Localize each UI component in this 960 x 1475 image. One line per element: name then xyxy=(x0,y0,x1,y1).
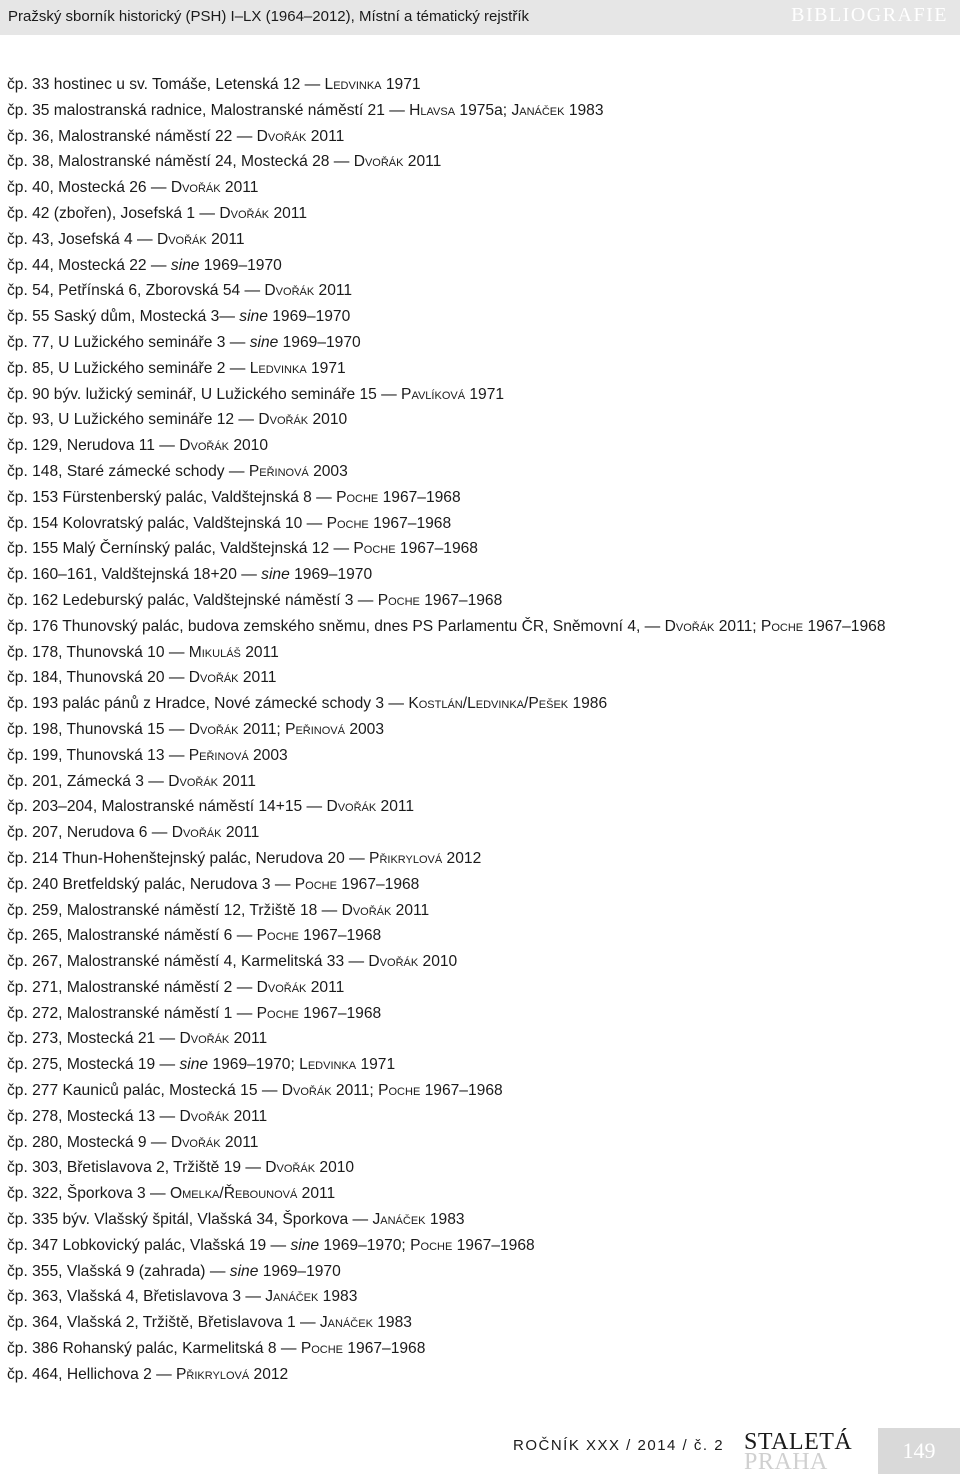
entry-text: 1983 xyxy=(372,1314,412,1332)
index-entry xyxy=(7,1052,957,1078)
entry-text: čp. 55 Saský dům, Mostecká 3— xyxy=(7,308,240,326)
journal-logo xyxy=(744,1430,874,1474)
entry-text: 2003 xyxy=(344,720,385,738)
index-entry xyxy=(7,253,957,279)
entry-sine-marker: sine xyxy=(179,1056,209,1074)
entry-source-author: Dvořák xyxy=(264,282,315,300)
entry-text: 2010 xyxy=(229,437,269,455)
index-entry xyxy=(7,485,957,511)
entry-source-author: Dvořák xyxy=(368,953,419,971)
entry-text: 1967–1968 xyxy=(420,1082,503,1100)
entry-text: 2011 xyxy=(229,1030,268,1048)
entry-text: čp. 155 Malý Černínský palác, Valdštejnská 12 — xyxy=(7,540,354,558)
index-entry xyxy=(7,459,957,485)
index-entry xyxy=(7,562,957,588)
index-entry xyxy=(7,407,957,433)
entry-text: 1971 xyxy=(465,385,505,403)
entry-text: 2011; xyxy=(238,720,286,738)
entry-text: 1969–1970 xyxy=(258,1262,341,1280)
entry-source-author: Dvořák xyxy=(179,1107,230,1125)
index-entry xyxy=(7,536,957,562)
entry-text: 2011 xyxy=(306,127,345,145)
entry-text: čp. 160–161, Valdštejnská 18+20 — xyxy=(7,566,262,584)
entry-sine-marker: sine xyxy=(249,333,279,351)
entry-text: čp. 154 Kolovratský palác, Valdštejnská 10 — xyxy=(7,514,327,532)
entry-text: 2011 xyxy=(229,1107,268,1125)
entry-text: 2011 xyxy=(306,978,345,996)
entry-text: čp. 90 býv. lužický seminář, U Lužického semináře 15 — xyxy=(7,385,402,403)
entry-text: 2010 xyxy=(418,953,458,971)
entry-text: 1967–1968 xyxy=(368,514,452,532)
index-entry xyxy=(7,98,957,124)
entry-text: čp. 42 (zbořen), Josefská 1 — xyxy=(7,204,220,222)
index-entry xyxy=(7,149,957,175)
entry-source-author: Omelka/Řebounová xyxy=(169,1185,298,1203)
entry-text: čp. 386 Rohanský palác, Karmelitská 8 — xyxy=(7,1340,301,1358)
entry-text: čp. 259, Malostranské náměstí 12, Tržiště 18 — xyxy=(7,901,342,919)
entry-source-author: Janáček xyxy=(372,1211,426,1229)
index-entry xyxy=(7,872,957,898)
entry-text: 1986 xyxy=(568,695,608,713)
entry-text: 2012 xyxy=(249,1365,289,1383)
index-entry xyxy=(7,356,957,382)
index-entry xyxy=(7,588,957,614)
entry-text: čp. 275, Mostecká 19 — xyxy=(7,1056,180,1074)
entry-text: čp. 40, Mostecká 26 — xyxy=(7,179,171,197)
index-entry xyxy=(7,691,957,717)
entry-text: 2011 xyxy=(403,153,442,171)
index-entry xyxy=(7,1181,957,1207)
entry-text: čp. 33 hostinec u sv. Tomáše, Letenská 12 — xyxy=(7,76,325,93)
entry-text: čp. 198, Thunovská 15 — xyxy=(7,720,189,738)
entry-source-author: Dvořák xyxy=(219,204,270,222)
entry-source-author: Janáček xyxy=(265,1288,319,1306)
entry-text: 1969–1970; xyxy=(319,1236,411,1254)
entry-source-author: Dvořák xyxy=(256,127,307,145)
entry-text: čp. 214 Thun-Hohenštejnský palác, Nerudova 20 — xyxy=(7,849,370,867)
entry-text: 2011 xyxy=(269,204,307,222)
entry-text: 1969–1970 xyxy=(289,566,373,584)
entry-text: čp. 199, Thunovská 13 — xyxy=(7,746,189,764)
index-entry xyxy=(7,717,957,743)
entry-text: čp. 347 Lobkovický palác, Vlašská 19 — xyxy=(7,1236,291,1254)
issue-label: ROČNÍK XXX / 2014 / č. 2 xyxy=(513,1437,725,1454)
logo-text-top: STALETÁ xyxy=(744,1429,853,1455)
entry-text: čp. 203–204, Malostranské náměstí 14+15 — xyxy=(7,798,327,816)
entry-source-author: Poche xyxy=(377,591,420,609)
entry-source-author: Dvořák xyxy=(188,720,239,738)
entry-text: 2011 xyxy=(238,669,277,687)
entry-text: 1969–1970 xyxy=(199,256,282,274)
index-entry xyxy=(7,794,957,820)
index-entry xyxy=(7,769,957,795)
entry-source-author: Dvořák xyxy=(170,179,221,197)
entry-text: 1967–1968 xyxy=(298,1004,382,1022)
index-entry xyxy=(7,846,957,872)
entry-text: 2011 xyxy=(220,179,259,197)
page-header xyxy=(0,0,960,35)
entry-text: čp. 36, Malostranské náměstí 22 — xyxy=(7,127,257,145)
entry-source-author: Poche xyxy=(353,540,396,558)
entry-source-author: Ledvinka xyxy=(299,1056,357,1074)
entry-text: čp. 278, Mostecká 13 — xyxy=(7,1107,180,1125)
index-entry xyxy=(7,278,957,304)
entry-text: čp. 363, Vlašská 4, Břetislavova 3 — xyxy=(7,1288,266,1306)
entry-text: 2011 xyxy=(297,1185,336,1203)
index-entry xyxy=(7,975,957,1001)
index-entry xyxy=(7,1130,957,1156)
entry-text: 1971 xyxy=(356,1056,396,1074)
entry-text: 1967–1968 xyxy=(395,540,478,558)
entry-source-author: Janáček xyxy=(319,1314,373,1332)
entry-source-author: Dvořák xyxy=(168,772,218,790)
index-entry xyxy=(7,820,957,846)
entry-sine-marker: sine xyxy=(239,308,268,326)
entry-text: čp. 85, U Lužického semináře 2 — xyxy=(7,359,250,377)
page-number-box xyxy=(878,1428,960,1474)
entry-text: čp. 153 Fürstenberský palác, Valdštejnská 8 — xyxy=(7,488,337,506)
entry-text: 1967–1968 xyxy=(419,591,503,609)
entry-source-author: Poche xyxy=(326,514,369,532)
index-entry xyxy=(7,201,957,227)
entry-text: 1967–1968 xyxy=(343,1340,426,1358)
entry-source-author: Přikrylová xyxy=(369,849,443,867)
entry-sine-marker: sine xyxy=(229,1262,259,1280)
entry-sine-marker: sine xyxy=(261,566,290,584)
entry-text: 2011 xyxy=(240,643,279,661)
entry-source-author: Kostlán/Ledvinka/Pešek xyxy=(408,695,569,713)
entry-text: 1983 xyxy=(425,1211,465,1229)
entry-source-author: Dvořák xyxy=(156,230,207,248)
entry-text: 1983 xyxy=(318,1288,358,1306)
entry-text: čp. 44, Mostecká 22 — xyxy=(7,256,171,274)
entry-source-author: Dvořák xyxy=(326,798,377,816)
entry-source-author: Přikrylová xyxy=(176,1365,250,1383)
entry-text: 2010 xyxy=(308,411,348,429)
entry-text: čp. 77, U Lužického semináře 3 — xyxy=(7,333,250,351)
entry-text: čp. 303, Břetislavova 2, Tržiště 19 — xyxy=(7,1159,266,1177)
index-entry xyxy=(7,1104,957,1130)
index-entry xyxy=(7,433,957,459)
entry-text: 1967–1968 xyxy=(803,617,886,635)
entry-text: čp. 335 býv. Vlašský špitál, Vlašská 34, Šporkova — xyxy=(7,1211,373,1229)
entry-text: čp. 265, Malostranské náměstí 6 — xyxy=(7,927,257,945)
entry-text: 2011; xyxy=(714,617,761,635)
entry-text: čp. 322, Šporkova 3 — xyxy=(7,1185,170,1203)
entry-source-author: Poche xyxy=(300,1340,344,1358)
entry-text: čp. 201, Zámecká 3 — xyxy=(7,772,169,790)
entry-text: čp. 267, Malostranské náměstí 4, Karmelitská 33 — xyxy=(7,953,369,971)
entry-text: 2011 xyxy=(391,901,430,919)
publication-title: Pražský sborník historický (PSH) I–LX (1964–2012), Místní a tématický rejstřík xyxy=(8,8,530,25)
entry-text: čp. 464, Hellichova 2 — xyxy=(7,1365,177,1383)
index-entry xyxy=(7,1310,957,1336)
entry-text: čp. 240 Bretfeldský palác, Nerudova 3 — xyxy=(7,875,295,893)
entry-source-author: Dvořák xyxy=(341,901,392,919)
entry-source-author: Dvořák xyxy=(664,617,715,635)
index-entry xyxy=(7,1207,957,1233)
entry-text: čp. 272, Malostranské náměstí 1 — xyxy=(7,1004,257,1022)
index-entry xyxy=(7,1155,957,1181)
entry-sine-marker: sine xyxy=(170,256,200,274)
entry-text: čp. 93, U Lužického semináře 12 — xyxy=(7,411,259,429)
entry-text: čp. 271, Malostranské náměstí 2 — xyxy=(7,978,257,996)
index-entry xyxy=(7,665,957,691)
entry-text: čp. 178, Thunovská 10 — xyxy=(7,643,189,661)
entry-source-author: Peřinová xyxy=(188,746,249,764)
index-entry xyxy=(7,743,957,769)
entry-text: čp. 162 Ledeburský palác, Valdštejnské náměstí 3 — xyxy=(7,591,378,609)
index-entry xyxy=(7,1259,957,1285)
entry-source-author: Poche xyxy=(378,1082,421,1100)
entry-text: 2011; xyxy=(331,1082,379,1100)
entry-text: 1967–1968 xyxy=(298,927,382,945)
entry-text: čp. 207, Nerudova 6 — xyxy=(7,824,172,842)
entry-source-author: Dvořák xyxy=(256,978,307,996)
entry-source-author: Dvořák xyxy=(258,411,309,429)
index-entry xyxy=(7,382,957,408)
entry-source-author: Poche xyxy=(410,1236,453,1254)
entry-source-author: Dvořák xyxy=(170,1133,221,1151)
index-entry xyxy=(7,949,957,975)
entry-source-author: Dvořák xyxy=(265,1159,316,1177)
entry-text: čp. 38, Malostranské náměstí 24, Mostecká 28 — xyxy=(7,153,354,171)
entry-source-author: Pavlíková xyxy=(401,385,466,403)
index-entry xyxy=(7,1026,957,1052)
entry-text: čp. 273, Mostecká 21 — xyxy=(7,1030,180,1048)
index-entry xyxy=(7,898,957,924)
index-entry xyxy=(7,640,957,666)
entry-text: 2011 xyxy=(220,1133,259,1151)
entry-text: 2011 xyxy=(206,230,245,248)
index-entry xyxy=(7,1284,957,1310)
index-entry xyxy=(7,330,957,356)
entry-text: 1971 xyxy=(381,76,421,93)
index-entry xyxy=(7,1362,957,1388)
entry-text: čp. 280, Mostecká 9 — xyxy=(7,1133,171,1151)
entry-text: 2011 xyxy=(221,824,260,842)
entry-source-author: Poche xyxy=(760,617,804,635)
entry-text: čp. 35 malostranská radnice, Malostranské náměstí 21 — xyxy=(7,101,410,119)
entry-text: 2012 xyxy=(442,849,482,867)
entry-text: čp. 277 Kauniců palác, Mostecká 15 — xyxy=(7,1082,282,1100)
index-entry xyxy=(7,227,957,253)
entry-text: čp. 364, Vlašská 2, Tržiště, Břetislavova 1 — xyxy=(7,1314,320,1332)
entry-text: čp. 129, Nerudova 11 — xyxy=(7,437,180,455)
entry-text: 1967–1968 xyxy=(378,488,461,506)
index-entry xyxy=(7,124,957,150)
entry-text: 1975a; xyxy=(455,101,512,119)
index-entry xyxy=(7,614,957,640)
entry-source-author: Poche xyxy=(256,927,299,945)
index-entry xyxy=(7,175,957,201)
entry-text: 1967–1968 xyxy=(452,1236,535,1254)
index-entry xyxy=(7,1336,957,1362)
entry-source-author: Poche xyxy=(294,875,337,893)
entry-text: čp. 176 Thunovský palác, budova zemského sněmu, dnes PS Parlamentu ČR, Sněmovní 4, — xyxy=(7,617,665,635)
entry-text: 2011 xyxy=(376,798,415,816)
entry-text: čp. 355, Vlašská 9 (zahrada) — xyxy=(7,1262,230,1280)
entry-source-author: Peřinová xyxy=(285,720,345,738)
entry-text: čp. 43, Josefská 4 — xyxy=(7,230,157,248)
entry-source-author: Peřinová xyxy=(248,462,309,480)
section-label: BIBLIOGRAFIE xyxy=(791,4,948,26)
index-entry xyxy=(7,923,957,949)
entry-text: 1967–1968 xyxy=(336,875,420,893)
index-entry xyxy=(7,511,957,537)
entry-source-author: Dvořák xyxy=(281,1082,332,1100)
index-entry-list xyxy=(7,72,957,1388)
entry-source-author: Poche xyxy=(336,488,379,506)
entry-text: 1971 xyxy=(306,359,346,377)
entry-source-author: Dvořák xyxy=(188,669,239,687)
entry-source-author: Dvořák xyxy=(179,1030,230,1048)
page-number: 149 xyxy=(902,1438,936,1463)
entry-text: 2011 xyxy=(218,772,256,790)
entry-source-author: Ledvinka xyxy=(249,359,307,377)
entry-text: 2011 xyxy=(314,282,353,300)
entry-text: 1969–1970; xyxy=(208,1056,300,1074)
entry-text: čp. 54, Petřínská 6, Zborovská 54 — xyxy=(7,282,265,300)
entry-source-author: Dvořák xyxy=(179,437,229,455)
entry-text: 2003 xyxy=(248,746,288,764)
index-entry xyxy=(7,1001,957,1027)
entry-source-author: Dvořák xyxy=(171,824,222,842)
index-entry xyxy=(7,72,957,98)
entry-text: čp. 148, Staré zámecké schody — xyxy=(7,462,249,480)
index-entry xyxy=(7,1078,957,1104)
entry-sine-marker: sine xyxy=(290,1236,320,1254)
entry-text: 1983 xyxy=(564,101,604,119)
entry-text: 2010 xyxy=(315,1159,355,1177)
entry-source-author: Poche xyxy=(256,1004,299,1022)
entry-source-author: Ledvinka xyxy=(324,76,382,93)
entry-text: čp. 193 palác pánů z Hradce, Nové zámecké schody 3 — xyxy=(7,695,409,713)
entry-text: 1969–1970 xyxy=(278,333,361,351)
entry-source-author: Mikuláš xyxy=(188,643,241,661)
entry-text: 1969–1970 xyxy=(267,308,351,326)
entry-source-author: Janáček xyxy=(511,101,565,119)
logo-text-bottom: PRAHA xyxy=(744,1449,828,1475)
index-entry xyxy=(7,304,957,330)
entry-source-author: Hlavsa xyxy=(409,101,456,119)
entry-text: čp. 184, Thunovská 20 — xyxy=(7,669,189,687)
index-entry xyxy=(7,1233,957,1259)
entry-text: 2003 xyxy=(308,462,348,480)
entry-source-author: Dvořák xyxy=(353,153,404,171)
